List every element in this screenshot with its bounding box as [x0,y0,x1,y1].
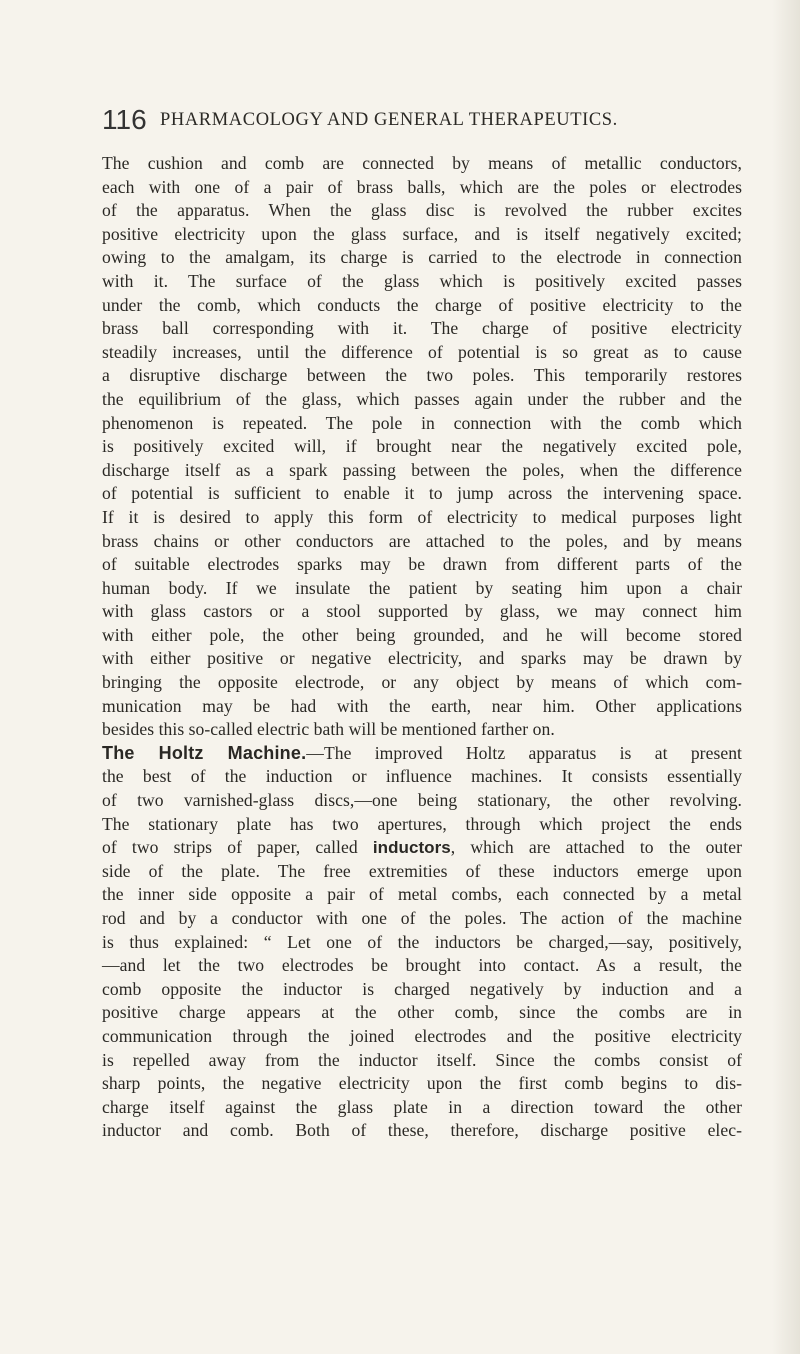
text-line: with either pole, the other being grounded, and he will become stored [102,624,742,645]
text-line: The stationary plate has two apertures, through which project the ends [102,813,742,834]
term-line [102,836,742,860]
section-heading-line [102,742,742,766]
text-line: the best of the induction or influence machines. It consists essentially [102,766,742,787]
text-line: rod and by a conductor with one of the poles. The action of the machine [102,908,742,928]
text-line: comb opposite the inductor is charged negatively by induction and a [102,978,742,999]
text-line: is repelled away from the inductor itself. Since the combs consist of [102,1049,742,1070]
section-heading-rest: —The improved Holtz apparatus is at present [306,742,742,763]
text-line: of suitable electrodes sparks may be drawn from different parts of the [102,554,742,575]
text-line: charge itself against the glass plate in a direction toward the other [102,1096,742,1117]
page-number: 116 [102,104,147,135]
running-head: PHARMACOLOGY AND GENERAL THERAPEUTICS. [160,110,618,130]
text-line: bringing the opposite electrode, or any object by means of which com- [102,672,742,693]
text-line: with either positive or negative electricity, and sparks may be drawn by [102,648,742,669]
term-line-after: , which are attached to the outer [450,837,742,858]
text-line: with it. The surface of the glass which is positively excited passes [102,270,742,291]
text-line: the inner side opposite a pair of metal combs, each connected by a metal [102,884,742,905]
text-line: of potential is sufficient to enable it to jump across the intervening space. [102,483,742,504]
text-line: with glass castors or a stool supported by glass, we may connect him [102,601,742,622]
text-line: of the apparatus. When the glass disc is revolved the rubber excites [102,200,742,221]
term-inductors: inductors [372,838,451,858]
text-line: If it is desired to apply this form of electricity to medical purposes light [102,506,742,527]
text-line: The cushion and comb are connected by means of metallic conductors, [102,153,742,173]
text-line: besides this so-called electric bath will be mentioned farther on. [102,719,555,740]
text-line: communication through the joined electrodes and the positive electricity [102,1025,742,1046]
section-heading: The Holtz Machine. [102,742,307,763]
text-line: phenomenon is repeated. The pole in connection with the comb which [102,412,742,433]
text-line: steadily increases, until the difference of potential is so great as to cause [102,341,742,362]
text-line: positive charge appears at the other comb, since the combs are in [102,1002,742,1023]
body-text [102,152,742,1143]
text-line: the equilibrium of the glass, which passes again under the rubber and the [102,388,742,409]
text-line: munication may be had with the earth, near him. Other applications [102,695,742,716]
text-line: side of the plate. The free extremities of these inductors emerge upon [102,860,742,881]
text-line: a disruptive discharge between the two poles. This temporarily restores [102,365,742,386]
text-line: under the comb, which conducts the charge of positive electricity to the [102,294,742,315]
text-line: human body. If we insulate the patient by seating him upon a chair [102,577,742,598]
text-line: —and let the two electrodes be brought into contact. As a result, the [102,955,742,976]
text-line: sharp points, the negative electricity upon the first comb begins to dis- [102,1073,742,1094]
text-line: each with one of a pair of brass balls, which are the poles or electrodes [102,176,742,197]
page-edge-shadow [772,0,800,1354]
text-line: inductor and comb. Both of these, therefore, discharge positive elec- [102,1120,742,1141]
text-line: is thus explained: “ Let one of the inductors be charged,—say, positively, [102,931,742,952]
text-line: positive electricity upon the glass surface, and is itself negatively excited; [102,223,742,244]
text-line: owing to the amalgam, its charge is carried to the electrode in connection [102,247,742,268]
text-line: brass chains or other conductors are attached to the poles, and by means [102,530,742,551]
text-line: is positively excited will, if brought near the negatively excited pole, [102,436,742,457]
text-line: of two varnished-glass discs,—one being stationary, the other revolving. [102,790,742,811]
text-line: discharge itself as a spark passing between the poles, when the difference [102,459,742,480]
text-line: brass ball corresponding with it. The charge of positive electricity [102,318,742,339]
page-header [102,104,742,144]
term-line-before: of two strips of paper, called [102,837,373,858]
